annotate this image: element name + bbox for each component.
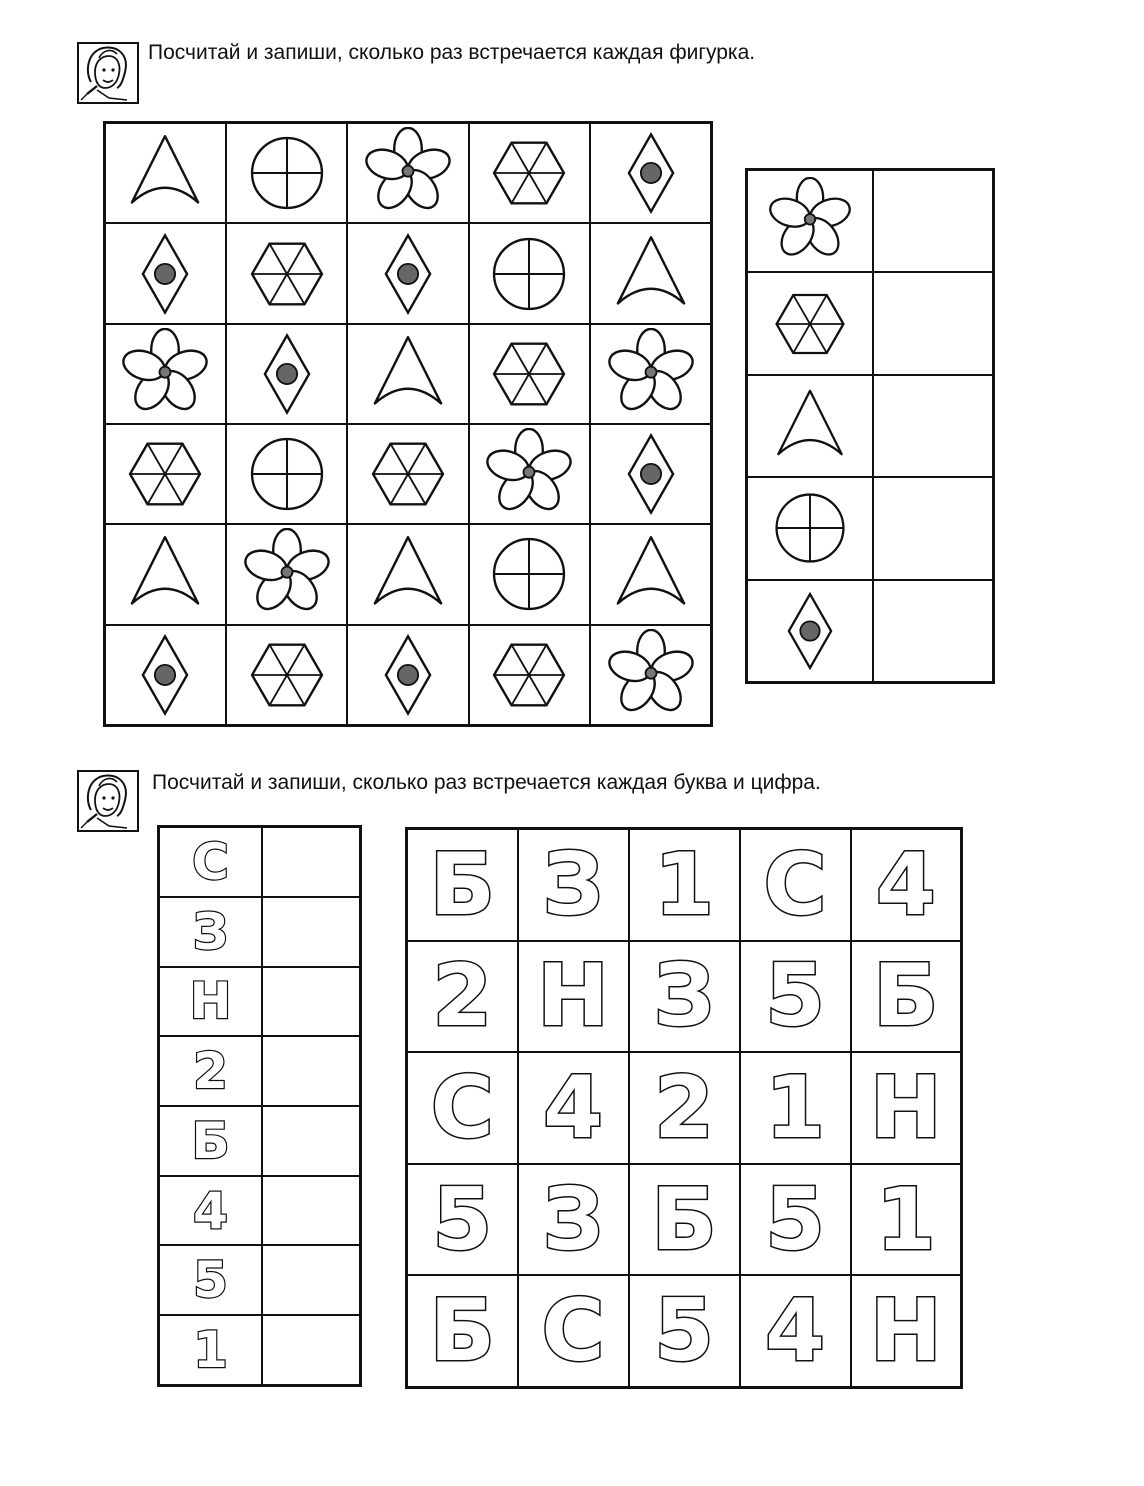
symbol-answer-cell[interactable] xyxy=(262,1036,361,1106)
shape-grid-cell xyxy=(347,424,468,524)
symbol-grid-cell xyxy=(629,941,740,1053)
symbol-answer-label-cell xyxy=(159,1036,263,1106)
symbol-answer-cell[interactable] xyxy=(262,1315,361,1385)
hexagon-icon xyxy=(106,428,225,520)
shape-grid-cell xyxy=(590,524,711,624)
symbol-answer-cell[interactable] xyxy=(262,1106,361,1176)
hexagon-icon xyxy=(227,629,346,721)
symbol-grid-cell xyxy=(518,829,629,941)
triangle-icon xyxy=(106,127,225,219)
shape-grid-cell xyxy=(469,123,590,224)
shape-answer-row xyxy=(747,170,994,273)
circle-cross-icon xyxy=(470,528,589,620)
symbol-grid-cell xyxy=(740,1052,851,1164)
shape-grid-cell xyxy=(347,625,468,726)
symbol-grid-cell xyxy=(740,1164,851,1276)
symbol-answer-row xyxy=(159,1036,361,1106)
triangle-icon xyxy=(106,528,225,620)
symbol-grid-cell xyxy=(629,1052,740,1164)
symbol-answer-row xyxy=(159,897,361,967)
shape-grid-cell xyxy=(105,223,226,323)
shape-grid-cell xyxy=(469,324,590,424)
shape-grid-cell xyxy=(105,123,226,224)
shape-grid-cell xyxy=(226,123,347,224)
circle-cross-icon xyxy=(470,228,589,320)
symbol-grid-cell xyxy=(851,941,962,1053)
shape-answer-label-cell xyxy=(747,272,873,374)
shape-answer-label-cell xyxy=(747,170,873,273)
symbol-glyph: С xyxy=(430,1057,494,1158)
shape-grid-cell xyxy=(590,223,711,323)
hexagon-icon xyxy=(470,629,589,721)
symbol-label: 5 xyxy=(193,1251,228,1310)
symbol-grid-row xyxy=(407,829,962,941)
shape-grid xyxy=(103,121,713,727)
shape-grid-cell xyxy=(347,324,468,424)
symbol-grid-cell xyxy=(407,1164,518,1276)
symbol-glyph: 1 xyxy=(875,1169,936,1270)
shape-grid-cell xyxy=(590,424,711,524)
symbol-grid-cell xyxy=(518,1052,629,1164)
symbol-grid-cell xyxy=(740,1275,851,1387)
symbol-grid-cell xyxy=(407,1052,518,1164)
diamond-icon xyxy=(348,629,467,721)
shape-grid-cell xyxy=(226,223,347,323)
shape-grid-row xyxy=(105,524,712,624)
symbol-answer-row xyxy=(159,1176,361,1246)
symbol-grid-cell xyxy=(629,829,740,941)
flower-icon xyxy=(227,528,346,620)
symbol-grid-cell xyxy=(407,1275,518,1387)
shape-answer-cell[interactable] xyxy=(873,477,994,579)
flower-icon xyxy=(591,629,710,721)
hexagon-icon xyxy=(470,328,589,420)
shape-grid-cell xyxy=(590,625,711,726)
flower-icon xyxy=(748,177,872,265)
shape-answer-cell[interactable] xyxy=(873,272,994,374)
symbol-label: 2 xyxy=(193,1042,228,1101)
symbol-glyph: 5 xyxy=(432,1169,493,1270)
symbol-glyph: Н xyxy=(869,1281,942,1382)
triangle-icon xyxy=(348,328,467,420)
girl-with-pencil-icon xyxy=(77,42,139,104)
symbol-glyph: 4 xyxy=(875,834,936,935)
symbol-label: 4 xyxy=(193,1181,228,1240)
shape-grid-cell xyxy=(469,524,590,624)
girl-with-pencil-icon xyxy=(77,770,139,832)
diamond-icon xyxy=(591,428,710,520)
symbol-glyph: 4 xyxy=(543,1057,603,1158)
symbol-label: Н xyxy=(189,972,232,1031)
symbol-glyph: 1 xyxy=(654,834,714,935)
shape-grid-cell xyxy=(347,123,468,224)
hexagon-icon xyxy=(748,280,872,368)
symbol-answer-row xyxy=(159,967,361,1037)
symbol-glyph: Б xyxy=(429,834,496,935)
shape-answer-row xyxy=(747,375,994,477)
task1-instruction: Посчитай и запиши, сколько раз встречается каждая фигурка. xyxy=(148,41,756,64)
shape-answer-cell[interactable] xyxy=(873,170,994,273)
symbol-glyph: Б xyxy=(872,946,939,1047)
shape-grid-cell xyxy=(590,324,711,424)
shape-grid-cell xyxy=(105,324,226,424)
symbol-answer-cell[interactable] xyxy=(262,967,361,1037)
shape-grid-cell xyxy=(347,524,468,624)
symbol-grid-cell xyxy=(407,941,518,1053)
symbol-glyph: С xyxy=(763,834,827,935)
circle-cross-icon xyxy=(748,484,872,572)
diamond-icon xyxy=(227,328,346,420)
shape-grid-cell xyxy=(590,123,711,224)
symbol-glyph: Н xyxy=(869,1057,942,1158)
symbol-glyph: 5 xyxy=(654,1281,714,1382)
symbol-grid-row xyxy=(407,1275,962,1387)
symbol-glyph: 2 xyxy=(432,946,493,1047)
symbol-glyph: З xyxy=(542,1169,604,1270)
symbol-answer-row xyxy=(159,1245,361,1315)
symbol-answer-row xyxy=(159,1315,361,1385)
triangle-icon xyxy=(591,528,710,620)
shape-grid-cell xyxy=(226,324,347,424)
symbol-glyph: Н xyxy=(537,946,609,1047)
symbol-answer-label-cell xyxy=(159,967,263,1037)
shape-grid-cell xyxy=(105,625,226,726)
diamond-icon xyxy=(591,127,710,219)
symbol-glyph: 4 xyxy=(765,1281,825,1382)
symbol-grid-cell xyxy=(518,1164,629,1276)
flower-icon xyxy=(591,328,710,420)
circle-cross-icon xyxy=(227,428,346,520)
symbol-answer-label-cell xyxy=(159,1245,263,1315)
triangle-icon xyxy=(348,528,467,620)
symbol-answer-label-cell xyxy=(159,1176,263,1246)
symbol-glyph: 1 xyxy=(765,1057,825,1158)
symbol-grid-row xyxy=(407,1164,962,1276)
symbol-answer-cell[interactable] xyxy=(262,897,361,967)
symbol-grid-cell xyxy=(629,1275,740,1387)
diamond-icon xyxy=(106,629,225,721)
symbol-grid-cell xyxy=(740,829,851,941)
symbol-label: 1 xyxy=(193,1321,228,1380)
hexagon-icon xyxy=(470,127,589,219)
shape-grid-cell xyxy=(469,625,590,726)
hexagon-icon xyxy=(227,228,346,320)
shape-grid-cell xyxy=(226,524,347,624)
shape-grid-row xyxy=(105,123,712,224)
shape-answer-row xyxy=(747,580,994,683)
symbol-label: Б xyxy=(191,1111,230,1170)
symbol-answer-row xyxy=(159,1106,361,1176)
symbol-answer-label-cell xyxy=(159,1106,263,1176)
symbol-answer-label-cell xyxy=(159,827,263,897)
symbol-answer-cell[interactable] xyxy=(262,1176,361,1246)
triangle-icon xyxy=(748,382,872,470)
symbol-grid-cell xyxy=(851,1052,962,1164)
shape-grid-row xyxy=(105,223,712,323)
shape-answer-label-cell xyxy=(747,580,873,683)
symbol-answer-cell[interactable] xyxy=(262,1245,361,1315)
shape-answer-label-cell xyxy=(747,477,873,579)
shape-grid-cell xyxy=(105,424,226,524)
shape-answer-cell[interactable] xyxy=(873,375,994,477)
symbol-grid-cell xyxy=(851,1164,962,1276)
triangle-icon xyxy=(591,228,710,320)
symbol-grid-row xyxy=(407,941,962,1053)
shape-grid-cell xyxy=(469,223,590,323)
shape-answer-table xyxy=(745,168,995,684)
symbol-grid-cell xyxy=(407,829,518,941)
symbol-glyph: 2 xyxy=(654,1057,714,1158)
symbol-glyph: З xyxy=(653,946,715,1047)
hexagon-icon xyxy=(348,428,467,520)
symbol-answer-row xyxy=(159,827,361,897)
symbol-glyph: С xyxy=(541,1281,605,1382)
symbol-glyph: Б xyxy=(429,1281,496,1382)
diamond-icon xyxy=(748,587,872,675)
shape-answer-row xyxy=(747,477,994,579)
symbol-grid-cell xyxy=(851,829,962,941)
shape-grid-row xyxy=(105,424,712,524)
symbol-answer-table xyxy=(157,825,362,1387)
symbol-label: З xyxy=(192,902,229,961)
shape-answer-label-cell xyxy=(747,375,873,477)
shape-grid-cell xyxy=(226,625,347,726)
shape-grid-row xyxy=(105,324,712,424)
symbol-grid-cell xyxy=(518,941,629,1053)
symbol-grid-cell xyxy=(851,1275,962,1387)
symbol-glyph: 5 xyxy=(765,1169,825,1270)
shape-grid-cell xyxy=(347,223,468,323)
flower-icon xyxy=(106,328,225,420)
symbol-answer-cell[interactable] xyxy=(262,827,361,897)
shape-answer-cell[interactable] xyxy=(873,580,994,683)
shape-grid-row xyxy=(105,625,712,726)
shape-grid-cell xyxy=(226,424,347,524)
shape-grid-cell xyxy=(105,524,226,624)
symbol-glyph: Б xyxy=(651,1169,717,1270)
symbol-grid xyxy=(405,827,963,1389)
symbol-answer-label-cell xyxy=(159,1315,263,1385)
shape-grid-cell xyxy=(469,424,590,524)
circle-cross-icon xyxy=(227,127,346,219)
symbol-glyph: 5 xyxy=(765,946,825,1047)
symbol-grid-cell xyxy=(518,1275,629,1387)
flower-icon xyxy=(470,428,589,520)
shape-answer-row xyxy=(747,272,994,374)
symbol-answer-label-cell xyxy=(159,897,263,967)
symbol-label: С xyxy=(192,832,229,891)
task2-instruction: Посчитай и запиши, сколько раз встречается каждая буква и цифра. xyxy=(152,771,821,794)
symbol-grid-cell xyxy=(629,1164,740,1276)
diamond-icon xyxy=(348,228,467,320)
symbol-glyph: З xyxy=(542,834,604,935)
symbol-grid-cell xyxy=(740,941,851,1053)
diamond-icon xyxy=(106,228,225,320)
symbol-grid-row xyxy=(407,1052,962,1164)
flower-icon xyxy=(348,127,467,219)
